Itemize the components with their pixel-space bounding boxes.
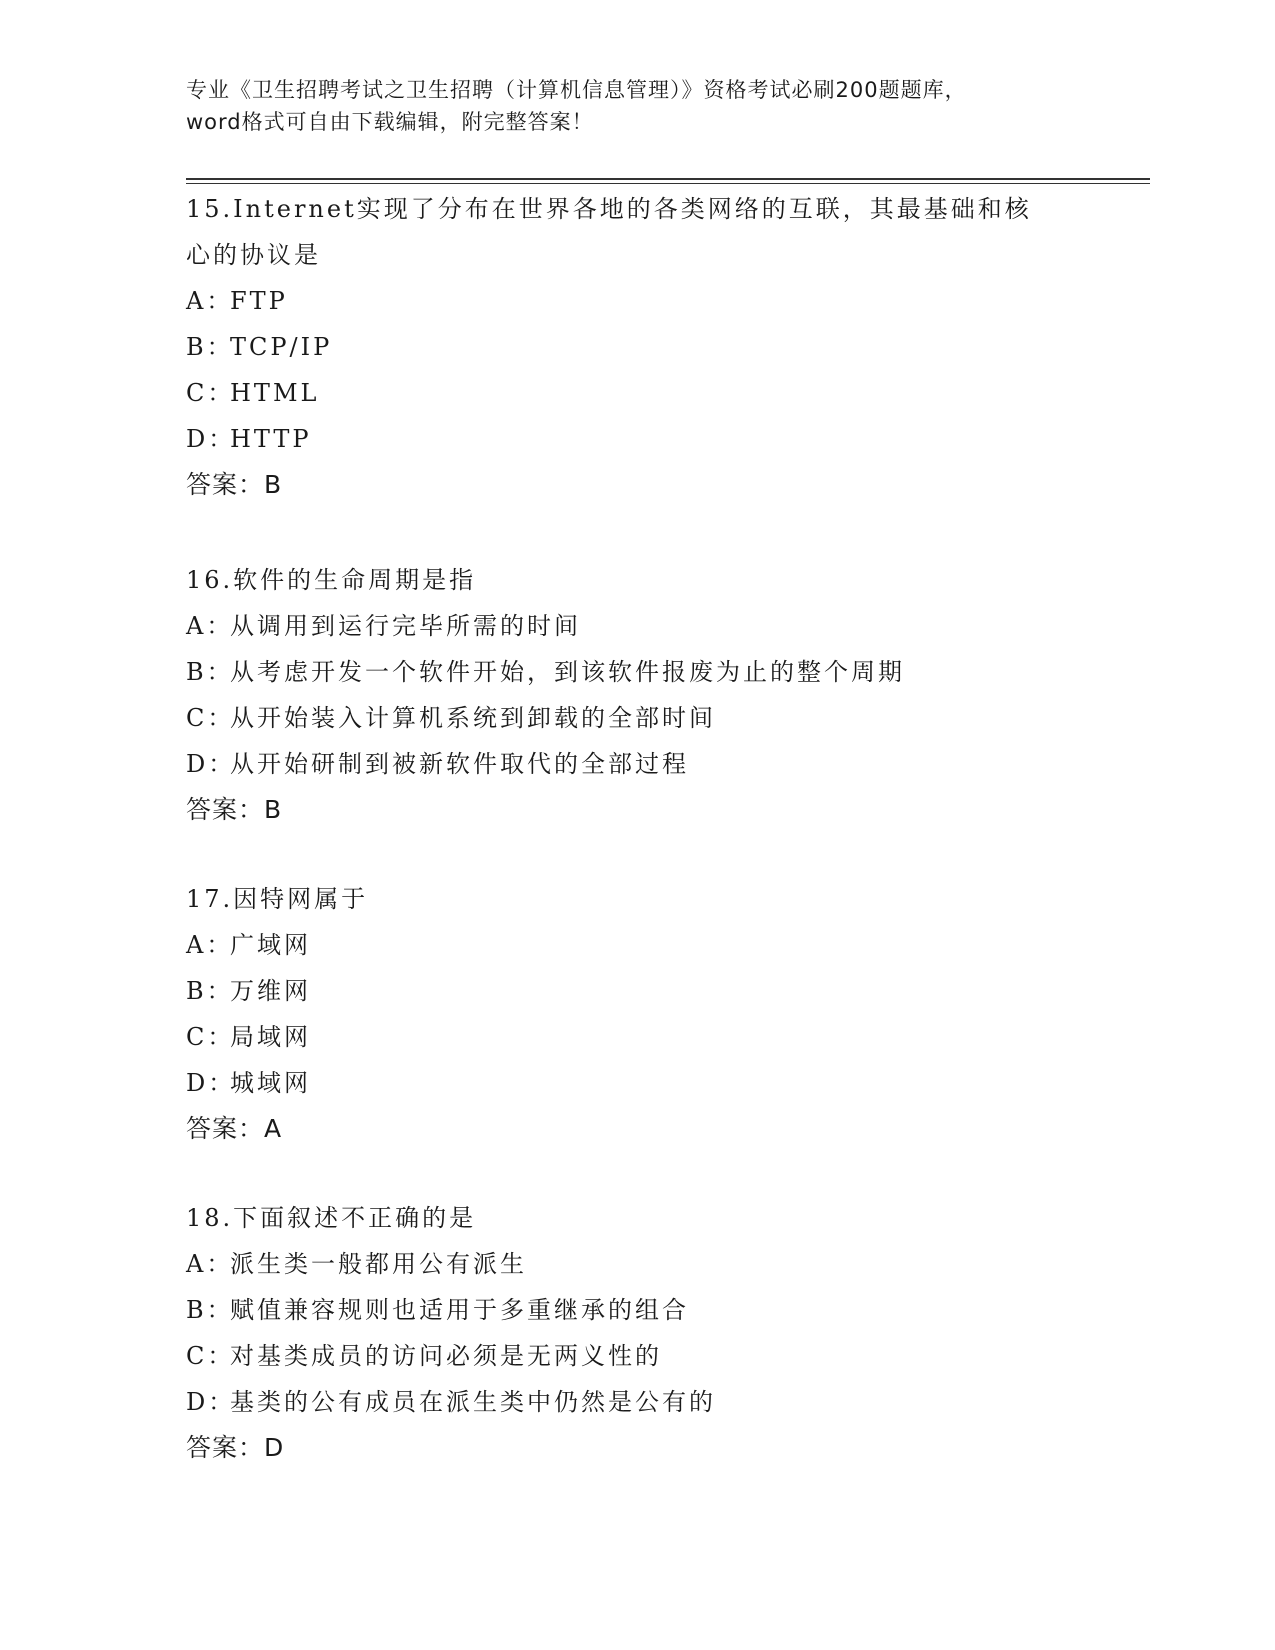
option-d [186, 1379, 1146, 1425]
question-18 [186, 1195, 1146, 1471]
question-stem-line-1: 17.因特网属于 [186, 885, 369, 913]
answer-line: 答案：B [186, 795, 283, 824]
option-a [186, 1241, 1146, 1287]
option-key: B： [186, 333, 234, 361]
answer-line: 答案：A [186, 1114, 283, 1143]
option-text: 从调用到运行完毕所需的时间 [230, 612, 581, 640]
option-d [186, 741, 1146, 787]
header-divider-thick [186, 178, 1150, 180]
document-header [186, 74, 1086, 138]
option-c [186, 695, 1146, 741]
question-15 [186, 186, 1146, 508]
question-stem-line-1: 18.下面叙述不正确的是 [186, 1204, 477, 1232]
option-text: FTP [230, 287, 288, 315]
option-text: 城域网 [230, 1069, 311, 1097]
answer-line: 答案：B [186, 470, 283, 499]
option-a [186, 603, 1146, 649]
option-text: 从开始装入计算机系统到卸载的全部时间 [230, 704, 716, 732]
option-key: A： [186, 287, 234, 315]
option-b [186, 1287, 1146, 1333]
option-key: D： [186, 1388, 236, 1416]
header-line-2: word格式可自由下载编辑，附完整答案！ [186, 110, 594, 134]
option-key: C： [186, 1342, 235, 1370]
option-text: 局域网 [230, 1023, 311, 1051]
option-text: 广域网 [230, 931, 311, 959]
option-key: A： [186, 1250, 234, 1278]
option-key: C： [186, 704, 235, 732]
option-key: B： [186, 658, 234, 686]
option-b [186, 968, 1146, 1014]
option-a [186, 278, 1146, 324]
option-key: B： [186, 977, 234, 1005]
option-text: 派生类一般都用公有派生 [230, 1250, 527, 1278]
option-text: 从考虑开发一个软件开始，到该软件报废为止的整个周期 [230, 658, 905, 686]
question-stem-line-1: 15.Internet实现了分布在世界各地的各类网络的互联，其最基础和核 [186, 195, 1032, 223]
option-b [186, 649, 1146, 695]
option-key: A： [186, 612, 234, 640]
option-key: D： [186, 750, 236, 778]
option-key: C： [186, 379, 235, 407]
option-text: HTTP [230, 425, 312, 453]
header-line-1: 专业《卫生招聘考试之卫生招聘（计算机信息管理）》资格考试必刷200题题库， [186, 78, 967, 102]
header-divider-thin [186, 183, 1150, 184]
option-key: C： [186, 1023, 235, 1051]
option-c [186, 370, 1146, 416]
option-a [186, 922, 1146, 968]
option-text: TCP/IP [230, 333, 333, 361]
question-16 [186, 557, 1146, 833]
option-text: 从开始研制到被新软件取代的全部过程 [230, 750, 689, 778]
question-stem-line-1: 16.软件的生命周期是指 [186, 566, 477, 594]
option-c [186, 1014, 1146, 1060]
option-c [186, 1333, 1146, 1379]
answer-line: 答案：D [186, 1433, 285, 1462]
option-d [186, 1060, 1146, 1106]
option-key: A： [186, 931, 234, 959]
option-key: D： [186, 425, 236, 453]
option-text: 基类的公有成员在派生类中仍然是公有的 [230, 1388, 716, 1416]
option-text: 对基类成员的访问必须是无两义性的 [230, 1342, 662, 1370]
option-b [186, 324, 1146, 370]
option-key: B： [186, 1296, 234, 1324]
option-d [186, 416, 1146, 462]
option-text: 万维网 [230, 977, 311, 1005]
option-text: 赋值兼容规则也适用于多重继承的组合 [230, 1296, 689, 1324]
question-17 [186, 876, 1146, 1152]
option-text: HTML [230, 379, 320, 407]
question-stem-line-2: 心的协议是 [186, 241, 321, 269]
option-key: D： [186, 1069, 236, 1097]
